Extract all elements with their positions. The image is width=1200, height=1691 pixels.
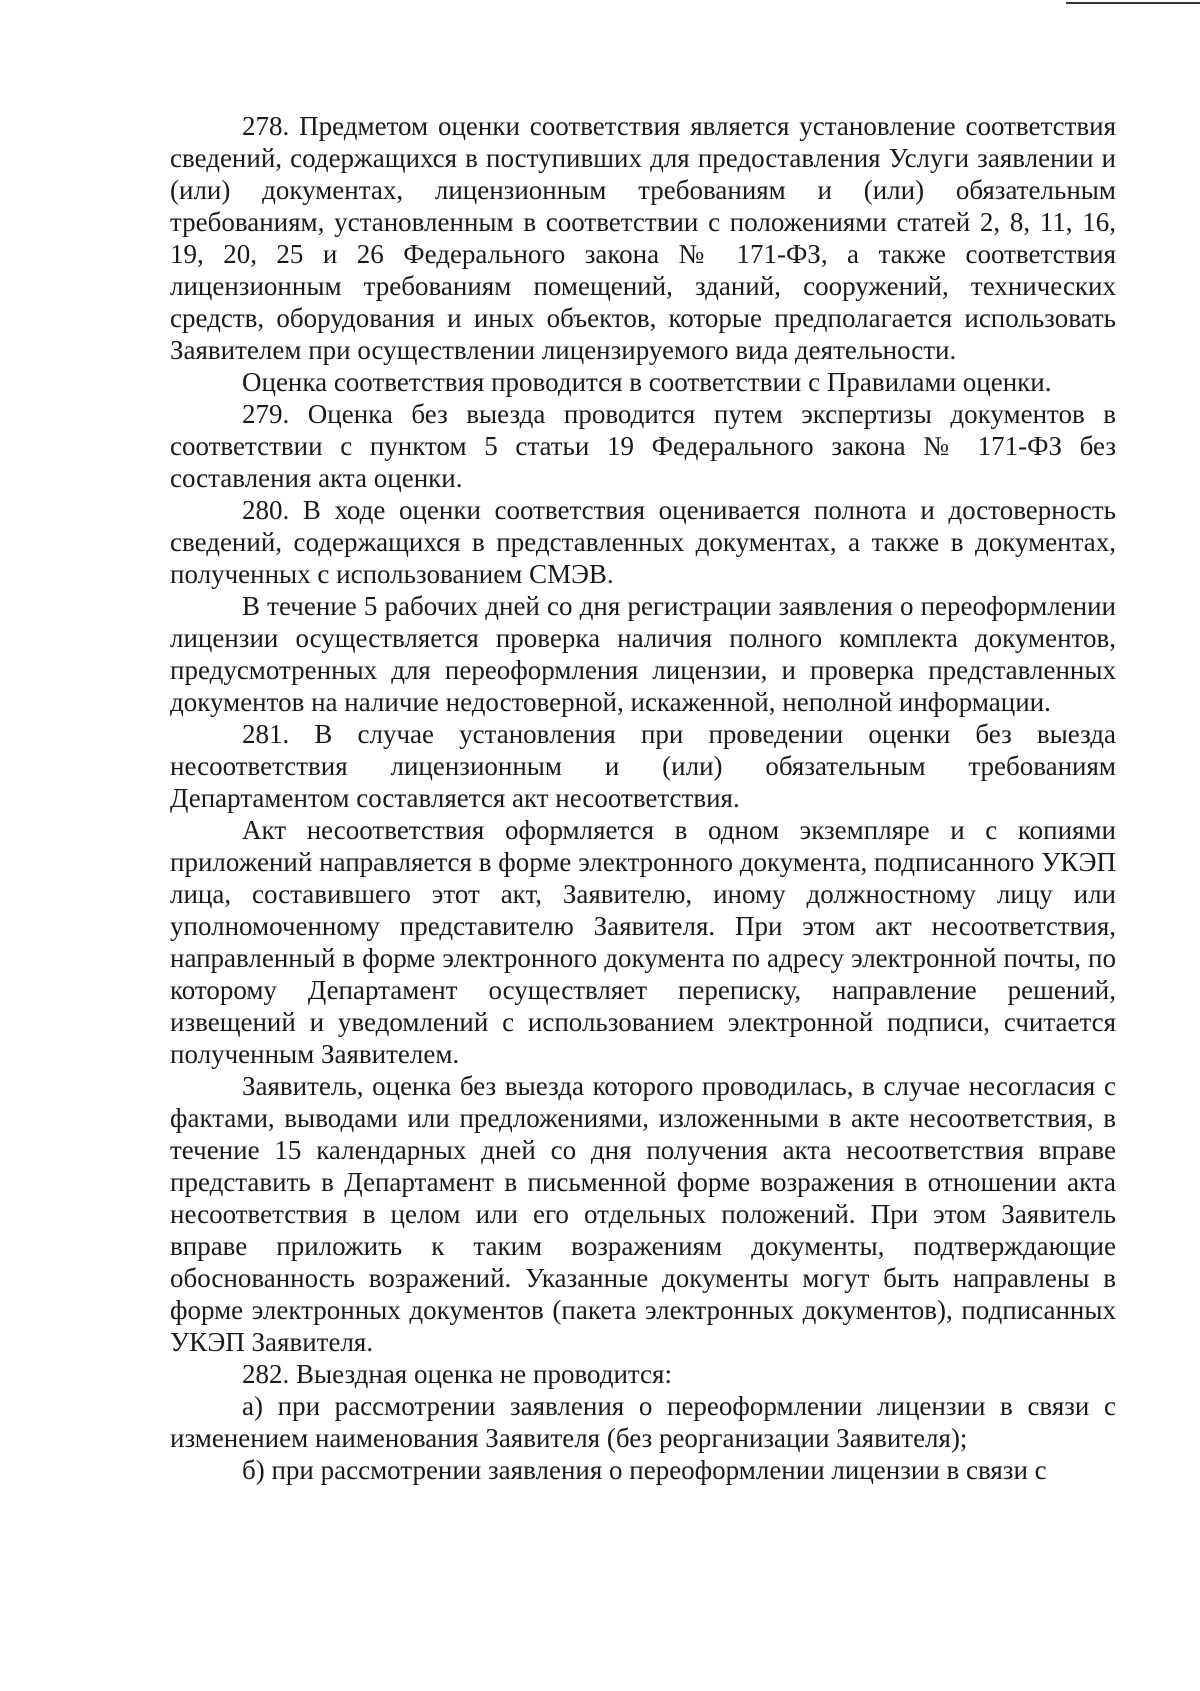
document-page — [170, 110, 1116, 1486]
list-item-a: а) при рассмотрении заявления о переоформлении лицензии в связи с изменением наименования Заявителя (без реорганизации Заявителя); — [170, 1391, 1116, 1453]
top-edge-rule — [1066, 2, 1200, 4]
paragraph-nonconformity-act: Акт несоответствия оформляется в одном экземпляре и с копиями приложений направляется в форме электронного документа, подписанного УКЭП лица, составившего этот акт, Заявителю, иному должностному лицу или уполномоченному представителю Заявителя. При этом акт несоответствия, направленный в форме электронного документа по адресу электронной почты, по которому Департамент осуществляет переписку, направление решений, извещений и уведомлений с использованием электронной подписи, считается полученным Заявителем. — [170, 815, 1116, 1069]
paragraph-applicant-objections: Заявитель, оценка без выезда которого проводилась, в случае несогласия с фактами, выводами или предложениями, изложенными в акте несоответствия, в течение 15 календарных дней со дня получения акта несоответствия вправе представить в Департамент в письменной форме возражения в отношении акта несоответствия в целом или его отдельных положений. При этом Заявитель вправе приложить к таким возражениям документы, подтверждающие обоснованность возражений. Указанные документы могут быть направлены в форме электронных документов (пакета электронных документов), подписанных УКЭП Заявителя. — [170, 1071, 1116, 1357]
paragraph-5-days: В течение 5 рабочих дней со дня регистрации заявления о переоформлении лицензии осуществляется проверка наличия полного комплекта документов, предусмотренных для переоформления лицензии, и проверка представленных документов на наличие недостоверной, искаженной, неполной информации. — [170, 591, 1116, 717]
paragraph-280: 280. В ходе оценки соответствия оценивается полнота и достоверность сведений, содержащихся в представленных документах, а также в документах, полученных с использованием СМЭВ. — [170, 495, 1116, 589]
paragraph-assessment-rules: Оценка соответствия проводится в соответствии с Правилами оценки. — [242, 367, 1052, 397]
paragraph-282: 282. Выездная оценка не проводится: — [242, 1359, 672, 1389]
list-item-b: б) при рассмотрении заявления о переоформлении лицензии в связи с — [242, 1455, 1047, 1485]
paragraph-279: 279. Оценка без выезда проводится путем экспертизы документов в соответствии с пунктом 5 статьи 19 Федерального закона № 171-ФЗ без составления акта оценки. — [170, 399, 1116, 493]
paragraph-281: 281. В случае установления при проведении оценки без выезда несоответствия лицензионным и (или) обязательным требованиям Департаментом составляется акт несоответствия. — [170, 719, 1116, 813]
paragraph-278: 278. Предметом оценки соответствия является установление соответствия сведений, содержащихся в поступивших для предоставления Услуги заявлении и (или) документах, лицензионным требованиям и (или) обязательным требованиям, установленным в соответствии с положениями статей 2, 8, 11, 16, 19, 20, 25 и 26 Федерального закона № 171-ФЗ, а также соответствия лицензионным требованиям помещений, зданий, сооружений, технических средств, оборудования и иных объектов, которые предполагается использовать Заявителем при осуществлении лицензируемого вида деятельности. — [170, 111, 1116, 365]
